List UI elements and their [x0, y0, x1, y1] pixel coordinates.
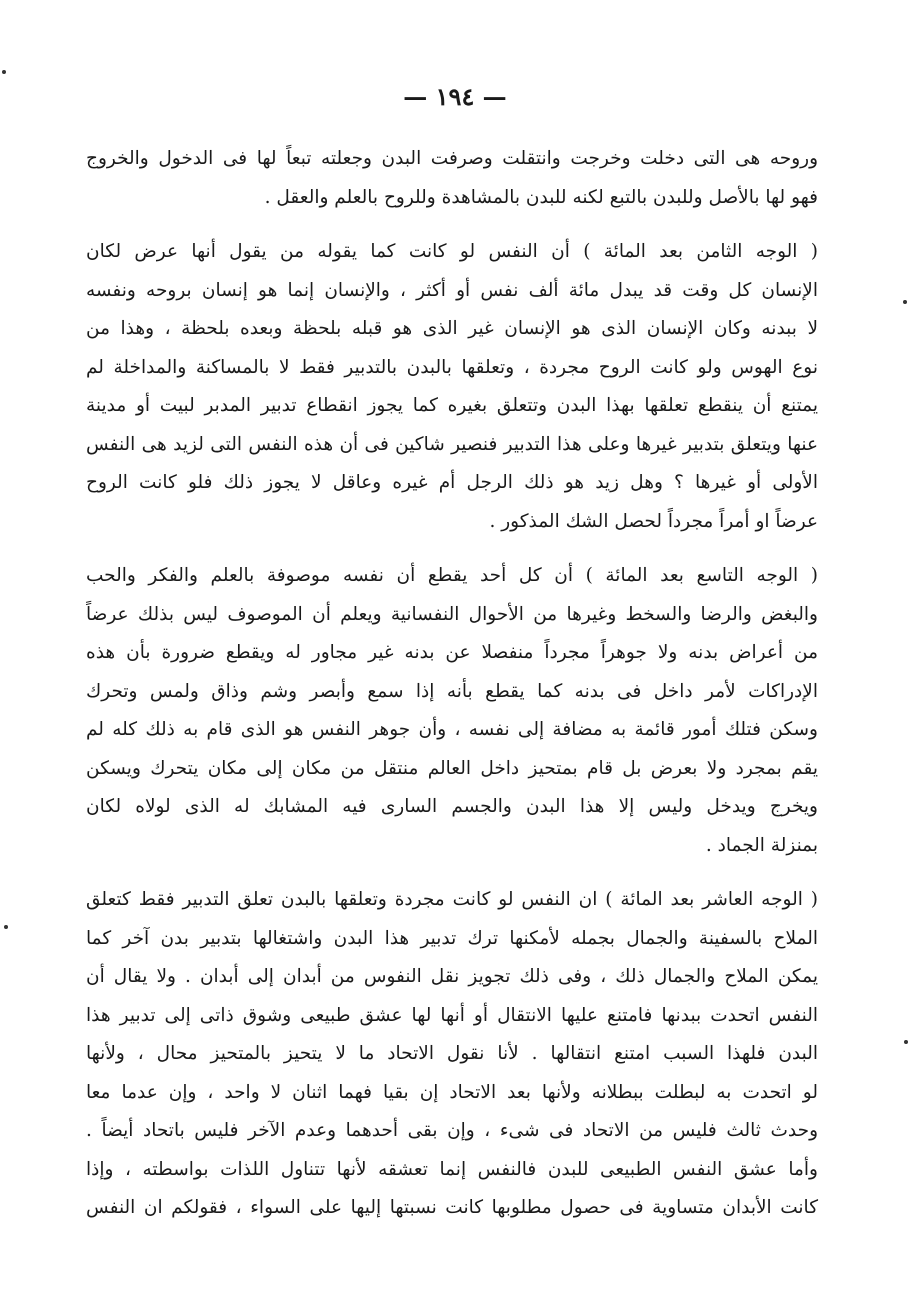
paragraph-1	[86, 140, 818, 217]
text-line: الملاح بالسفينة والجمال بجمله لأمكنها ترك تدبير هذا البدن واشتغالها بتدبير بدن آخر كما	[86, 927, 818, 949]
text-line: يمكن الملاح والجمال ذلك ، وفى ذلك تجويز نقل النفوس من أبدان إلى أبدان . ولا يقال أن	[86, 966, 818, 987]
paragraph-4	[86, 881, 818, 1228]
scan-speck	[4, 925, 8, 929]
text-line: لا ببدنه وكان الإنسان الذى هو الإنسان غير الذى هو قبله بلحظة وبعده بلحظة ، وهذا من	[86, 318, 818, 339]
text-line: الإدراكات لأمر داخل فى بدنه كما يقطع بأنه إذا سمع وأبصر وشم وذاق ولمس وتحرك	[86, 680, 818, 702]
text-line: ( الوجه الثامن بعد المائة ) أن النفس لو كانت كما يقوله من يقول أنها عرض لكان	[86, 241, 818, 262]
text-line: من أعراض بدنه ولا جوهراً مجرداً منفصلا عن بدنه غير مجاور له ويقطع ضرورة بأن هذه	[86, 642, 818, 663]
text-line: لو اتحدت به لبطلت ببطلانه ولأنها بعد الاتحاد إن بقيا فهما اثنان لا واحد ، وإن عدما معا	[86, 1081, 818, 1103]
text-line: النفس اتحدت ببدنها فامتنع عليها الانتقال أو أنها لها عشق طبيعى وشوق ذاتى إلى تدبير هذا	[86, 1004, 818, 1026]
text-line: ( الوجه التاسع بعد المائة ) أن كل أحد يقطع أن نفسه موصوفة بالعلم والفكر والحب	[86, 565, 818, 586]
text-line: وسكن فتلك أمور قائمة به مضافة إلى نفسه ، وأن جوهر النفس هو الذى قام به ذلك كله لم	[86, 719, 818, 740]
text-line: يقم بمجرد ولا بعرض بل قام بمتحيز داخل العالم منتقل من مكان إلى مكان يتحرك ويسكن	[86, 757, 818, 779]
text-line: البدن فلهذا السبب امتنع انتقالها . لأنا نقول الاتحاد ما لا يتحيز بالمتحيز محال ، ولأنها	[86, 1043, 818, 1064]
text-line: وروحه هى التى دخلت وخرجت وانتقلت وصرفت البدن وجعلته تبعاً لها فى الدخول والخروج	[86, 148, 818, 169]
text-line: عنها ويتعلق بتدبير غيرها وعلى هذا التدبير فنصير شاكين فى أن هذه النفس التى لزيد هى النفس	[86, 433, 818, 455]
text-line: والبغض والرضا والسخط وغيرها من الأحوال النفسانية ويعلم أن الموصوف ليس بذلك عرضاً	[86, 603, 818, 625]
text-line: كانت الأبدان متساوية فى حصول مطلوبها كانت نسبتها إليها على السواء ، فقولكم ان النفس	[86, 1197, 818, 1218]
scan-speck	[903, 300, 907, 304]
text-line: الأولى أو غيرها ؟ وهل زيد هو ذلك الرجل أم غيره وعاقل لا يجوز ذلك فلو كانت الروح	[86, 472, 818, 493]
page-number: — ١٩٤ —	[403, 82, 507, 111]
paragraph-3	[86, 557, 818, 865]
text-line: بمنزلة الجماد .	[705, 834, 818, 856]
text-line: ويخرج ويدخل وليس إلا هذا البدن والجسم السارى فيه المشابك له الذى لولاه لكان	[86, 796, 818, 817]
text-line: وحدث ثالث فليس من الاتحاد فى شىء ، وإن بقى أحدهما وعدم الآخر فليس باتحاد أيضاً .	[86, 1120, 818, 1141]
text-line: الإنسان كل وقت قد يبدل مائة ألف نفس أو أكثر ، والإنسان إنما هو إنسان بروحه ونفسه	[86, 279, 818, 301]
scan-speck	[2, 70, 6, 74]
text-line: يمتنع أن ينقطع تعلقها بهذا البدن وتتعلق بغيره كما يجوز انقطاع تدبير المدبر لبيت أو مدينة	[86, 395, 818, 416]
text-line: فهو لها بالأصل وللبدن بالتبع لكنه للبدن بالمشاهدة وللروح بالعلم والعقل .	[264, 186, 818, 208]
scan-speck	[904, 1040, 908, 1044]
text-line: عرضاً او أمراً مجرداً لحصل الشك المذكور .	[489, 510, 818, 532]
text-line: ( الوجه العاشر بعد المائة ) ان النفس لو كانت مجردة وتعلقها بالبدن تعلق التدبير فقط كتعلق	[86, 889, 818, 910]
text-body	[86, 140, 818, 1228]
text-line: نوع الهوس ولو كانت الروح مجردة ، وتعلقها بالبدن بالتدبير فقط لا بالمساكنة والمداخلة لم	[86, 356, 818, 378]
text-line: وأما عشق النفس الطبيعى للبدن فالنفس إنما تعشقه لأنها تتناول اللذات بواسطته ، وإذا	[86, 1158, 818, 1180]
paragraph-2	[86, 233, 818, 541]
